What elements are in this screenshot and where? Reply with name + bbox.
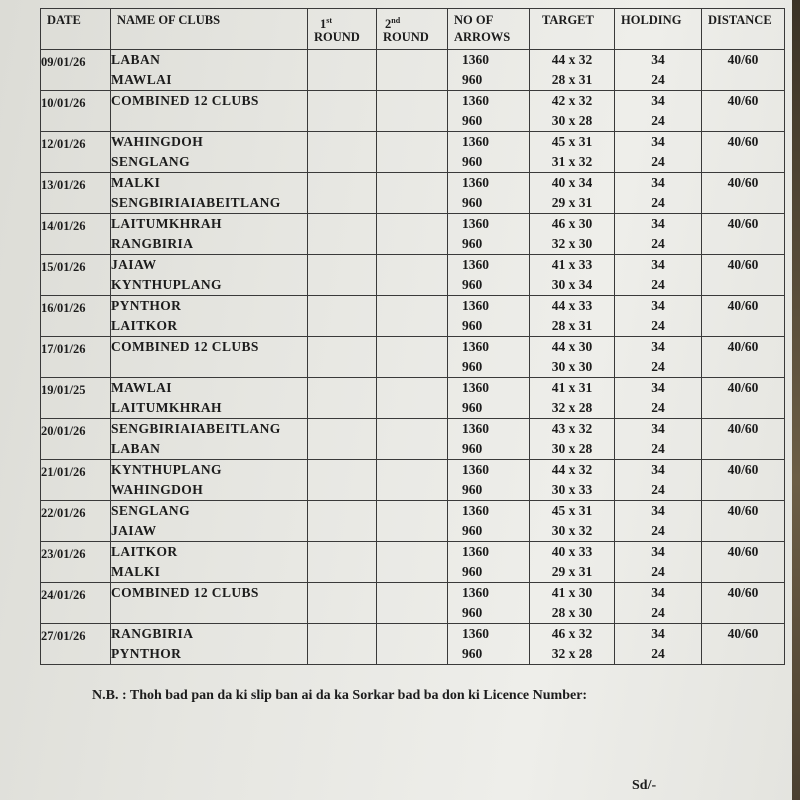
target-cell: 41 x 31 32 x 28 bbox=[530, 378, 615, 419]
distance-cell: 40/60 bbox=[702, 378, 785, 419]
date-cell: 23/01/26 bbox=[41, 542, 111, 583]
header-clubs: NAME OF CLUBS bbox=[111, 9, 308, 50]
distance-cell: 40/60 bbox=[702, 214, 785, 255]
club-name: COMBINED 12 CLUBS bbox=[111, 93, 259, 108]
arrows-cell: 1360 960 bbox=[448, 460, 530, 501]
clubs-cell bbox=[111, 296, 308, 337]
round-1-cell bbox=[308, 255, 377, 296]
club-name bbox=[111, 357, 307, 377]
arrows-cell: 1360 960 bbox=[448, 624, 530, 665]
table-row bbox=[41, 501, 785, 542]
club-name bbox=[111, 111, 307, 131]
round-1-cell bbox=[308, 624, 377, 665]
holding-cell: 34 24 bbox=[615, 460, 702, 501]
arrows-cell: 1360 960 bbox=[448, 50, 530, 91]
round-2-cell bbox=[377, 296, 448, 337]
clubs-cell bbox=[111, 91, 308, 132]
holding-cell: 34 24 bbox=[615, 132, 702, 173]
distance-cell: 40/60 bbox=[702, 419, 785, 460]
distance-cell: 40/60 bbox=[702, 583, 785, 624]
club-name: WAHINGDOH bbox=[111, 134, 204, 149]
round-2-cell bbox=[377, 91, 448, 132]
club-name: LABAN bbox=[111, 52, 161, 67]
table-row bbox=[41, 378, 785, 419]
club-name: RANGBIRIA bbox=[111, 236, 194, 251]
club-name: JAIAW bbox=[111, 257, 157, 272]
holding-cell: 34 24 bbox=[615, 501, 702, 542]
table-row bbox=[41, 337, 785, 378]
date-cell: 14/01/26 bbox=[41, 214, 111, 255]
club-name: SENGBIRIAIABEITLANG bbox=[111, 421, 281, 436]
round-2-cell bbox=[377, 214, 448, 255]
clubs-cell bbox=[111, 50, 308, 91]
arrows-cell: 1360 960 bbox=[448, 583, 530, 624]
round-1-cell bbox=[308, 50, 377, 91]
round-2-cell bbox=[377, 173, 448, 214]
round-2-cell bbox=[377, 419, 448, 460]
club-name: LAITKOR bbox=[111, 544, 178, 559]
holding-cell: 34 24 bbox=[615, 624, 702, 665]
holding-cell: 34 24 bbox=[615, 419, 702, 460]
date-cell: 27/01/26 bbox=[41, 624, 111, 665]
table-row bbox=[41, 583, 785, 624]
distance-cell: 40/60 bbox=[702, 542, 785, 583]
clubs-cell bbox=[111, 624, 308, 665]
clubs-cell bbox=[111, 337, 308, 378]
round-1-cell bbox=[308, 419, 377, 460]
clubs-cell bbox=[111, 542, 308, 583]
date-cell: 10/01/26 bbox=[41, 91, 111, 132]
table-row bbox=[41, 296, 785, 337]
distance-cell: 40/60 bbox=[702, 173, 785, 214]
club-name: COMBINED 12 CLUBS bbox=[111, 339, 259, 354]
target-cell: 40 x 33 29 x 31 bbox=[530, 542, 615, 583]
round-1-cell bbox=[308, 214, 377, 255]
holding-cell: 34 24 bbox=[615, 50, 702, 91]
round-2-cell bbox=[377, 50, 448, 91]
clubs-cell bbox=[111, 255, 308, 296]
target-cell: 44 x 32 28 x 31 bbox=[530, 50, 615, 91]
clubs-cell bbox=[111, 460, 308, 501]
distance-cell: 40/60 bbox=[702, 132, 785, 173]
holding-cell: 34 24 bbox=[615, 337, 702, 378]
club-name: WAHINGDOH bbox=[111, 482, 204, 497]
round-2-cell bbox=[377, 337, 448, 378]
club-name: COMBINED 12 CLUBS bbox=[111, 585, 259, 600]
club-name: MALKI bbox=[111, 564, 161, 579]
clubs-cell bbox=[111, 419, 308, 460]
header-distance: DISTANCE bbox=[702, 9, 785, 50]
signature: Sd/- bbox=[632, 778, 657, 793]
table-row bbox=[41, 460, 785, 501]
holding-cell: 34 24 bbox=[615, 583, 702, 624]
arrows-cell: 1360 960 bbox=[448, 173, 530, 214]
round-1-cell bbox=[308, 337, 377, 378]
header-round-1: 1st ROUND bbox=[308, 9, 377, 50]
target-cell: 44 x 33 28 x 31 bbox=[530, 296, 615, 337]
table-row bbox=[41, 50, 785, 91]
target-cell: 42 x 32 30 x 28 bbox=[530, 91, 615, 132]
round-1-cell bbox=[308, 91, 377, 132]
club-name: SENGLANG bbox=[111, 503, 190, 518]
date-cell: 13/01/26 bbox=[41, 173, 111, 214]
round-2-cell bbox=[377, 255, 448, 296]
distance-cell: 40/60 bbox=[702, 296, 785, 337]
distance-cell: 40/60 bbox=[702, 91, 785, 132]
arrows-cell: 1360 960 bbox=[448, 542, 530, 583]
distance-cell: 40/60 bbox=[702, 501, 785, 542]
date-cell: 15/01/26 bbox=[41, 255, 111, 296]
table-row bbox=[41, 132, 785, 173]
holding-cell: 34 24 bbox=[615, 296, 702, 337]
table-row bbox=[41, 624, 785, 665]
club-name bbox=[111, 603, 307, 623]
club-name: LAITUMKHRAH bbox=[111, 400, 222, 415]
target-cell: 44 x 30 30 x 30 bbox=[530, 337, 615, 378]
club-name: LAITUMKHRAH bbox=[111, 216, 222, 231]
club-name: PYNTHOR bbox=[111, 646, 182, 661]
round-1-cell bbox=[308, 378, 377, 419]
date-cell: 22/01/26 bbox=[41, 501, 111, 542]
target-cell: 43 x 32 30 x 28 bbox=[530, 419, 615, 460]
table-row bbox=[41, 542, 785, 583]
date-cell: 12/01/26 bbox=[41, 132, 111, 173]
table-row bbox=[41, 91, 785, 132]
clubs-cell bbox=[111, 132, 308, 173]
header-arrows: NO OF ARROWS bbox=[448, 9, 530, 50]
round-2-cell bbox=[377, 132, 448, 173]
club-name: MAWLAI bbox=[111, 72, 172, 87]
round-2-cell bbox=[377, 378, 448, 419]
target-cell: 41 x 33 30 x 34 bbox=[530, 255, 615, 296]
round-1-cell bbox=[308, 460, 377, 501]
target-cell: 45 x 31 31 x 32 bbox=[530, 132, 615, 173]
distance-cell: 40/60 bbox=[702, 255, 785, 296]
target-cell: 41 x 30 28 x 30 bbox=[530, 583, 615, 624]
club-name: LAITKOR bbox=[111, 318, 178, 333]
date-cell: 24/01/26 bbox=[41, 583, 111, 624]
table-row bbox=[41, 419, 785, 460]
arrows-cell: 1360 960 bbox=[448, 296, 530, 337]
round-1-cell bbox=[308, 501, 377, 542]
clubs-cell bbox=[111, 173, 308, 214]
arrows-cell: 1360 960 bbox=[448, 378, 530, 419]
round-1-cell bbox=[308, 132, 377, 173]
header-holding: HOLDING bbox=[615, 9, 702, 50]
page-edge-shadow bbox=[792, 0, 800, 800]
holding-cell: 34 24 bbox=[615, 255, 702, 296]
club-name: LABAN bbox=[111, 441, 161, 456]
target-cell: 44 x 32 30 x 33 bbox=[530, 460, 615, 501]
round-1-cell bbox=[308, 542, 377, 583]
arrows-cell: 1360 960 bbox=[448, 419, 530, 460]
table-row bbox=[41, 173, 785, 214]
club-name: MAWLAI bbox=[111, 380, 172, 395]
round-2-cell bbox=[377, 583, 448, 624]
club-name: JAIAW bbox=[111, 523, 157, 538]
header-target: TARGET bbox=[530, 9, 615, 50]
target-cell: 46 x 30 32 x 30 bbox=[530, 214, 615, 255]
arrows-cell: 1360 960 bbox=[448, 337, 530, 378]
clubs-cell bbox=[111, 583, 308, 624]
holding-cell: 34 24 bbox=[615, 378, 702, 419]
header-round-2: 2nd ROUND bbox=[377, 9, 448, 50]
arrows-cell: 1360 960 bbox=[448, 214, 530, 255]
header-date: DATE bbox=[41, 9, 111, 50]
round-2-cell bbox=[377, 542, 448, 583]
target-cell: 40 x 34 29 x 31 bbox=[530, 173, 615, 214]
round-2-cell bbox=[377, 624, 448, 665]
club-name: RANGBIRIA bbox=[111, 626, 194, 641]
club-name: KYNTHUPLANG bbox=[111, 277, 222, 292]
round-2-cell bbox=[377, 501, 448, 542]
distance-cell: 40/60 bbox=[702, 624, 785, 665]
round-1-cell bbox=[308, 583, 377, 624]
date-cell: 17/01/26 bbox=[41, 337, 111, 378]
header-row bbox=[41, 9, 785, 50]
arrows-cell: 1360 960 bbox=[448, 255, 530, 296]
round-2-cell bbox=[377, 460, 448, 501]
date-cell: 16/01/26 bbox=[41, 296, 111, 337]
club-name: KYNTHUPLANG bbox=[111, 462, 222, 477]
schedule-table bbox=[40, 8, 785, 665]
club-name: MALKI bbox=[111, 175, 161, 190]
club-name: SENGBIRIAIABEITLANG bbox=[111, 195, 281, 210]
table-row bbox=[41, 255, 785, 296]
holding-cell: 34 24 bbox=[615, 214, 702, 255]
round-1-cell bbox=[308, 296, 377, 337]
round-1-cell bbox=[308, 173, 377, 214]
date-cell: 19/01/25 bbox=[41, 378, 111, 419]
clubs-cell bbox=[111, 214, 308, 255]
holding-cell: 34 24 bbox=[615, 91, 702, 132]
target-cell: 46 x 32 32 x 28 bbox=[530, 624, 615, 665]
club-name: PYNTHOR bbox=[111, 298, 182, 313]
arrows-cell: 1360 960 bbox=[448, 91, 530, 132]
club-name: SENGLANG bbox=[111, 154, 190, 169]
distance-cell: 40/60 bbox=[702, 50, 785, 91]
clubs-cell bbox=[111, 501, 308, 542]
holding-cell: 34 24 bbox=[615, 542, 702, 583]
table-row bbox=[41, 214, 785, 255]
arrows-cell: 1360 960 bbox=[448, 132, 530, 173]
holding-cell: 34 24 bbox=[615, 173, 702, 214]
date-cell: 09/01/26 bbox=[41, 50, 111, 91]
footer-note: N.B. : Thoh bad pan da ki slip ban ai da ka Sorkar bad ba don ki Licence Number: bbox=[92, 688, 588, 703]
arrows-cell: 1360 960 bbox=[448, 501, 530, 542]
distance-cell: 40/60 bbox=[702, 337, 785, 378]
date-cell: 21/01/26 bbox=[41, 460, 111, 501]
clubs-cell bbox=[111, 378, 308, 419]
distance-cell: 40/60 bbox=[702, 460, 785, 501]
target-cell: 45 x 31 30 x 32 bbox=[530, 501, 615, 542]
date-cell: 20/01/26 bbox=[41, 419, 111, 460]
